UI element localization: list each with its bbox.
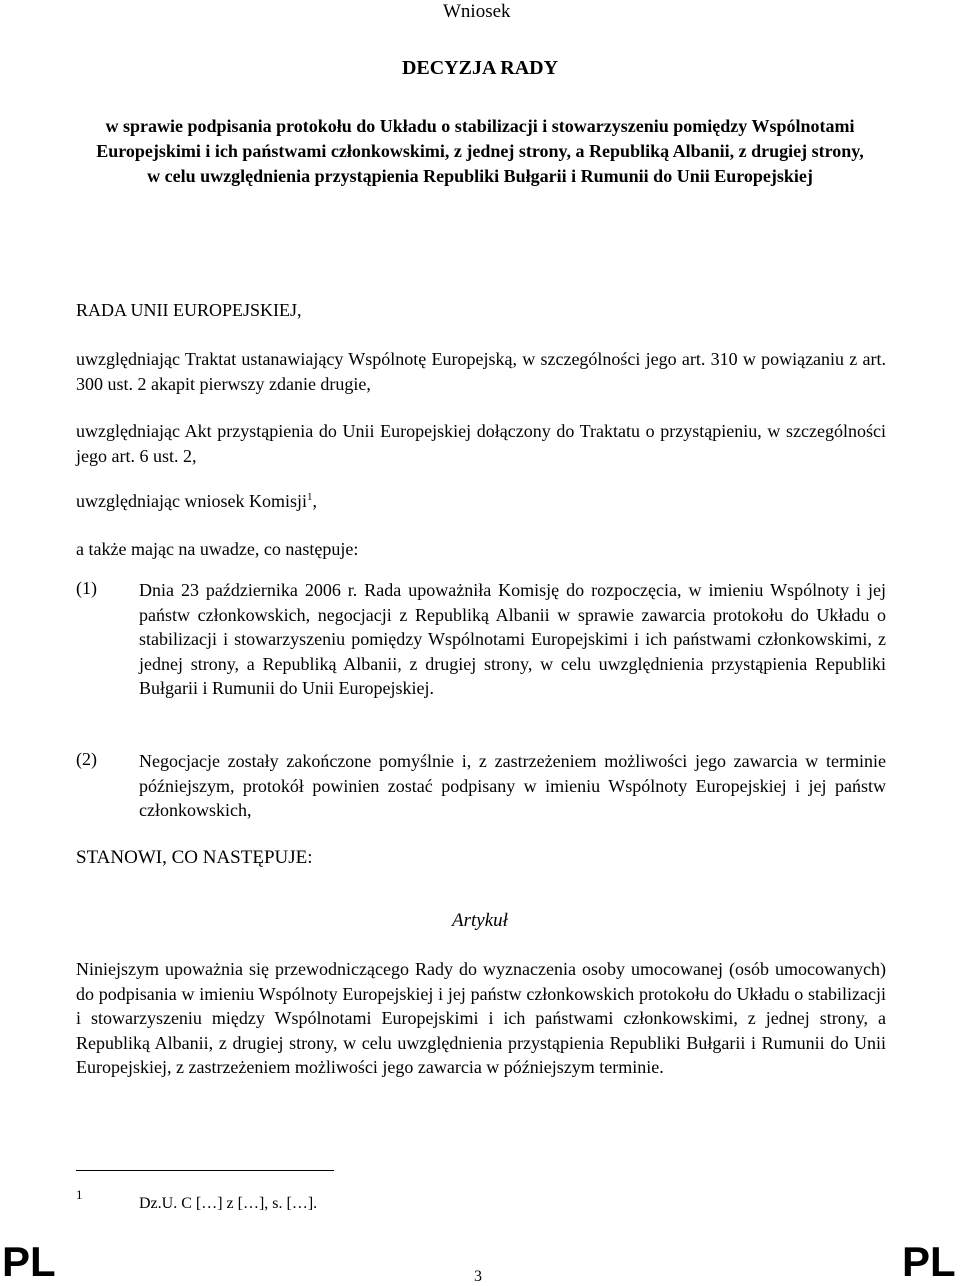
recital-commission-end: , [312, 491, 317, 511]
footnote-reference: 1 [306, 491, 313, 503]
recital-accession-act: uwzględniając Akt przystąpienia do Unii Europejskiej dołączony do Traktatu o przystąpieniu, w szczególności jego art. 6 ust. 2, [76, 421, 886, 466]
article-title: Artykuł [452, 910, 508, 931]
recital-whereas-intro: a także mając na uwadze, co następuje: [76, 539, 359, 559]
recital-commission-proposal [76, 489, 886, 514]
page-number: 3 [474, 1268, 482, 1285]
language-code-right: PL [902, 1238, 956, 1285]
document-subtitle: w sprawie podpisania protokołu do Układu o stabilizacji i stowarzyszeniu pomiędzy Wspólnotami Europejskimi i ich państwami członkowskimi, z jednej strony, a Republiką Albanii, z drugiej strony, w celu uwzględnienia przystąpienia Republiki Bułgarii i Rumunii do Unii Europejskiej [96, 116, 864, 186]
recital-treaty: uwzględniając Traktat ustanawiający Wspólnotę Europejską, w szczególności jego art. 310 w powiązaniu z art. 300 ust. 2 akapit pierwszy zdanie drugie, [76, 349, 886, 394]
document-title: DECYZJA RADY [401, 57, 559, 79]
council-heading: RADA UNII EUROPEJSKIEJ, [76, 300, 302, 320]
footnote-separator [76, 1170, 334, 1171]
whereas-text: Negocjacje zostały zakończone pomyślnie i, z zastrzeżeniem możliwości jego zawarcia w terminie późniejszym, protokół powinien zostać podpisany w imieniu Wspólnoty Europejskiej i jej państw członkowskich, [139, 751, 886, 820]
document-type-label: Wniosek [443, 1, 511, 22]
whereas-number: (2) [76, 749, 97, 769]
language-code-left: PL [2, 1238, 56, 1285]
decision-heading: STANOWI, CO NASTĘPUJE: [76, 847, 313, 868]
whereas-text: Dnia 23 października 2006 r. Rada upoważniła Komisję do rozpoczęcia, w imieniu Wspólnoty i jej państw członkowskich, negocjacji z Republiką Albanii w sprawie zawarcia protokołu do Układu o stabilizacji i stowarzyszeniu pomiędzy Wspólnotami Europejskimi i ich państwami członkowskimi, z jednej strony, a Republiką Albanii, z drugiej strony, w celu uwzględnienia przystąpienia Republiki Bułgarii i Rumunii do Unii Europejskiej. [139, 580, 886, 698]
footnote-text: Dz.U. C […] z […], s. […]. [139, 1195, 318, 1212]
recital-commission-text: uwzględniając wniosek Komisji [76, 491, 307, 511]
footnote-number: 1 [76, 1187, 83, 1202]
article-text: Niniejszym upoważnia się przewodniczącego Rady do wyznaczenia osoby umocowanej (osób umocowanych) do podpisania w imieniu Wspólnoty Europejskiej i jej państw członkowskich protokołu do Układu o stabilizacji i stowarzyszeniu między Wspólnotami Europejskimi i ich państwami członkowskimi, z jednej strony, a Republiką Albanii, z drugiej strony, w celu uwzględnienia przystąpienia Republiki Bułgarii i Rumunii do Unii Europejskiej, z zastrzeżeniem możliwości jego zawarcia w późniejszym terminie. [76, 959, 886, 1077]
whereas-number: (1) [76, 578, 97, 598]
